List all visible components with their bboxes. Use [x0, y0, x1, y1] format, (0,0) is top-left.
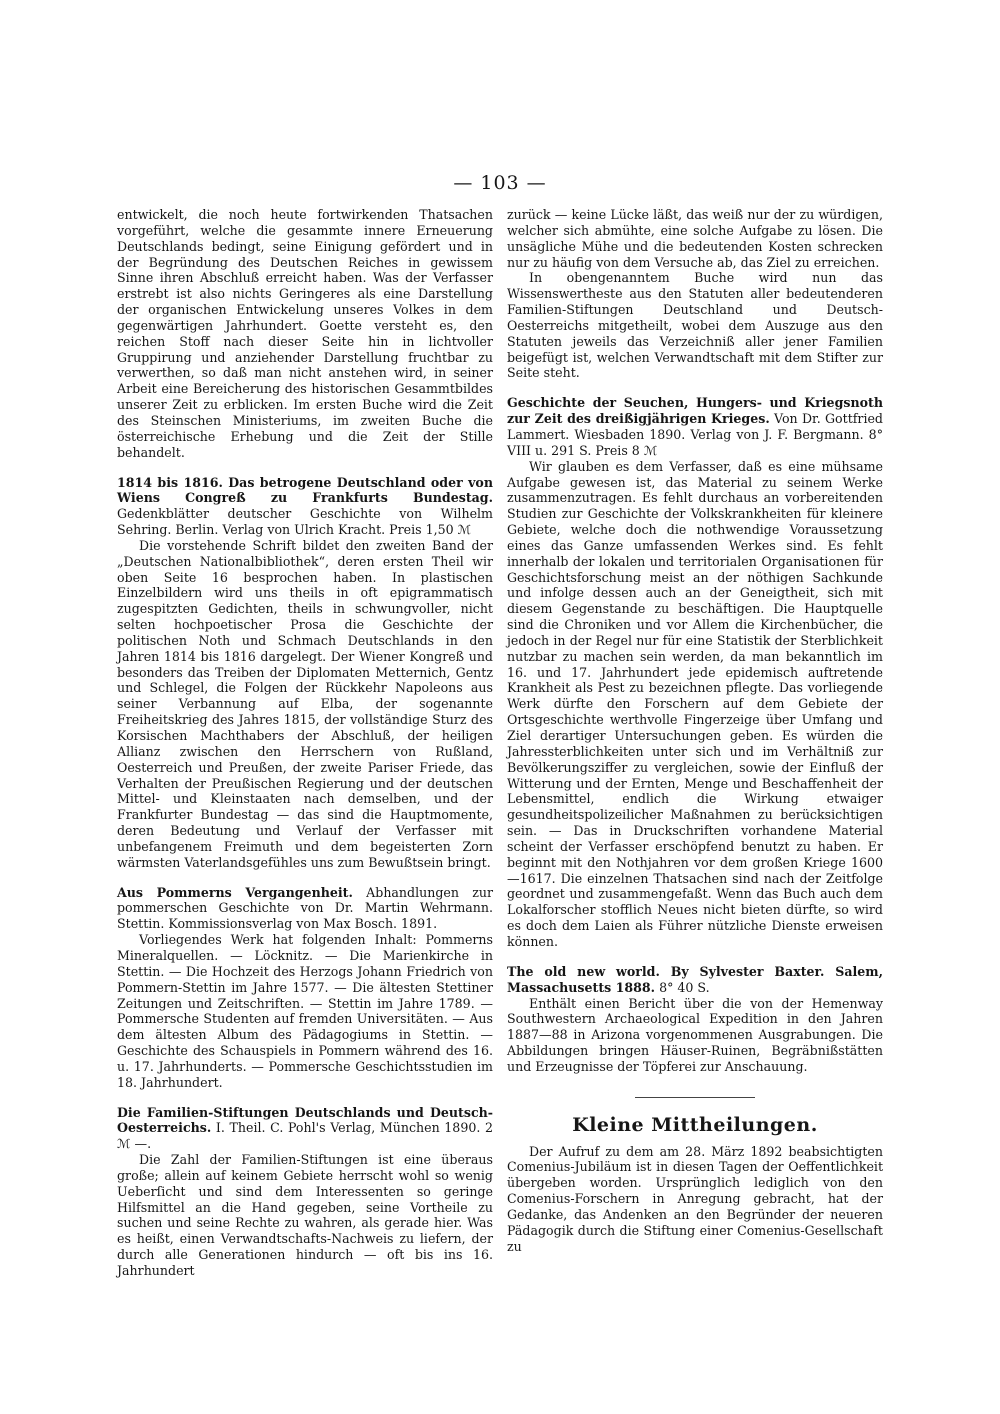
- left-column: [117, 207, 493, 1279]
- review-bibliography: Gedenkblätter deutscher Geschichte von Wilhelm Sehring. Berlin. Verlag von Ulrich Kracht. Preis 1,50 ℳ: [117, 506, 493, 538]
- right-column: [507, 207, 883, 1254]
- review-title: Die Familien-Stiftungen Deutschlands und Deutsch-Oesterreichs.: [117, 1104, 493, 1136]
- review-body: Die Zahl der Familien-Stiftungen ist eine überaus große; allein auf keinem Gebiete herrscht wohl so wenig Ueberſicht und sind dem Interessenten so geringe Hilfsmittel an die Hand gegeben, seine Vortheile zu suchen und seine Rechte zu wahren, als gerade hier. Was es heißt, einen Verwandtschafts-Nachweis zu liefern, der durch alle Generationen hindurch — oft bis ins 16. Jahrhundert: [117, 1152, 493, 1278]
- review-entry: [117, 885, 493, 1091]
- review-title: The old new world. By Sylvester Baxter. Salem, Massachusetts 1888.: [507, 963, 883, 995]
- continued-review-text: zurück — keine Lücke läßt, das weiß nur der zu würdigen, welcher sich abmühte, eine solche Aufgabe zu lösen. Die unsägliche Mühe und die bedeutenden Kosten schrecken nur zu häufig von dem Versuche ab, das Ziel zu erreichen.: [507, 207, 883, 270]
- review-entry-citation: [117, 885, 493, 933]
- review-entry: [117, 475, 493, 871]
- review-body: Enthält einen Bericht über die von der Hemenway Southwestern Archaeological Expedition in den Jahren 1887—88 in Arizona vorgenommenen Ausgrabungen. Die Abbildungen bringen Häuser-Ruinen, Begräbnißstätten und Erzeugnisse der Töpferei zur Anschauung.: [507, 995, 883, 1074]
- review-bibliography: 8° 40 S.: [659, 979, 710, 995]
- review-body: Wir glauben es dem Verfasser, daß es eine mühsame Aufgabe gewesen ist, das Material zu seinem Werke zusammenzutragen. Es fehlt durchaus an vorbereitenden Studien zur Geschichte der Volkskrankheiten für kleinere Gebiete, welche doch die nothwendige Voraussetzung eines das Ganze umfassenden Werkes sind. Es fehlt innerhalb der lokalen und territorialen Organisationen für Geschichtsforschung meist an der nöthigen Sachkunde und infolge dessen auch an der Geneigtheit, sich mit diesem Gegenstande zu beschäftigen. Die Hauptquelle sind die Chroniken und vor Allem die Kirchenbücher, die jedoch in der Regel nur für eine Statistik der Sterblichkeit nutzbar zu machen sein werden, da man bekanntlich im 16. und 17. Jahrhundert jede epidemisch auftretende Krankheit als Pest zu bezeichnen pflegte. Das vorliegende Werk dürfte den Forschern auf dem Gebiete der Ortsgeschichte werthvolle Fingerzeige über Umfang und Ziel derartiger Untersuchungen geben. Es würden die Jahressterblichkeiten unter sich und im Verhältniß zur Bevölkerungsziffer zu vergleichen, sowie der Einfluß der Witterung und der Ernten, Menge und Beschaffenheit der Lebensmittel, endlich die Wirkung etwaiger gesundheitspolizeilicher Maßnahmen zu berücksichtigen sein. — Das in Druckschriften vorhandene Material scheint der Verfasser erschöpfend benutzt zu haben. Er beginnt mit den Nothjahren vor dem großen Kriege 1600—1617. Die einzelnen Thatsachen sind nach der Zeitfolge geordnet und zusammengefaßt. Wenn das Buch auch dem Lokalforscher stofflich Neues nicht bieten dürfte, so wird es doch dem Laien als Führer nützliche Dienste erweisen können.: [507, 458, 883, 949]
- page-number: — 103 —: [453, 172, 547, 194]
- section-divider: [635, 1097, 755, 1098]
- review-body: Die vorstehende Schrift bildet den zweiten Band der „Deutschen Nationalbibliothek“, deren ersten Theil wir oben Seite 16 besprochen haben. In plastischen Einzelbildern wird uns theils in oft epigrammatisch zugespitzten Gedichten, theils in schwungvoller, nicht selten hochpoetischer Prosa die Geschichte der politischen Noth und Schmach Deutschlands in den Jahren 1814 bis 1816 dargelegt. Der Wiener Kongreß und besonders das Treiben der Diplomaten Metternich, Gentz und Schlegel, die Folgen der Rückkehr Napoleons aus seiner Verbannung auf Elba, der sogenannte Freiheitskrieg des Jahres 1815, der vollständige Sturz des Korsischen Machthabers der Abschluß, der heiligen Allianz zwischen den Herrschern von Rußland, Oesterreich und Preußen, der zweite Pariser Friede, das Verhalten der Preußischen Regierung und der deutschen Mittel- und Kleinstaaten nach demselben, und der Frankfurter Bundestag — das sind die Hauptmomente, deren Bedeutung und Verlauf der Verfasser mit unbefangenem Freimuth und dem begeisterten Zorn wärmsten Vaterlandsgefühles uns zum Bewußtsein bringt.: [117, 537, 493, 870]
- review-entry: [507, 964, 883, 1075]
- review-title: 1814 bis 1816. Das betrogene Deutschland oder von Wiens Congreß zu Frankfurts Bundestag.: [117, 474, 493, 506]
- review-entry-citation: [117, 1105, 493, 1153]
- review-bibliography: I. Theil. C. Pohl's Verlag, München 1890. 2 ℳ —.: [117, 1120, 493, 1152]
- section-heading: Kleine Mittheilungen.: [572, 1113, 818, 1136]
- continued-review-text: entwickelt, die noch heute fortwirkenden Thatsachen vorgeführt, welche die gesammte innere Erneuerung Deutschlands bedingt, seine Einigung gefördert und in der Begründung des Deutschen Reiches in gewissem Sinne ihren Abschluß erreicht haben. Was der Verfasser erstrebt ist also nichts Geringeres als eine Darstellung der organischen Entwickelung unseres Volkes in dem gegenwärtigen Jahrhundert. Goette versteht es, den reichen Stoff nach dieser Seite hin in lichtvoller Gruppirung und anziehender Darstellung fruchtbar zu verwerthen, so daß man nicht anstehen wird, in seiner Arbeit eine Bereicherung des historischen Gesammtbildes unserer Zeit zu erblicken. Im ersten Buche wird die Zeit des Steinschen Ministeriums, im zweiten Buche die österreichische Erhebung und die Zeit der Stille behandelt.: [117, 207, 493, 460]
- review-bibliography: Abhandlungen zur pommerschen Geschichte von Dr. Martin Wehrmann. Stettin. Kommissionsverlag von Max Bosch. 1891.: [117, 884, 493, 932]
- review-title: Geschichte der Seuchen, Hungers- und Kriegsnoth zur Zeit des dreißigjährigen Krieges.: [507, 395, 883, 427]
- section-body: Der Aufruf zu dem am 28. März 1892 beabsichtigten Comenius-Jubiläum ist in diesen Tagen der Oeffentlichkeit übergeben worden. Ursprünglich lediglich von den Comenius-Forschern in Anregung gebracht, hat der Gedanke, das Andenken an den Begründer der neueren Pädagogik durch die Stiftung einer Comenius-Gesellschaft zu: [507, 1143, 883, 1254]
- continued-review-text: In obengenanntem Buche wird nun das Wissenswertheste aus den Statuten aller bedeutenderen Familien-Stiftungen Deutschland und Deutsch-Oesterreichs mitgetheilt, wobei dem Auszuge aus den Statuten jeweils das Verzeichniß aller jener Familien beigefügt ist, welchen Verwandtschaft mit dem Stifter zur Seite steht.: [507, 270, 883, 381]
- review-entry: [507, 395, 883, 950]
- review-bibliography: Von Dr. Gottfried Lammert. Wiesbaden 1890. Verlag von J. F. Bergmann. 8° VIII u. 291 S. Preis 8 ℳ: [507, 411, 883, 458]
- review-title: Aus Pommerns Vergangenheit.: [117, 884, 353, 900]
- review-entry-citation: [117, 475, 493, 538]
- review-body: Vorliegendes Werk hat folgenden Inhalt: Pommerns Mineralquellen. — Löcknitz. — Die Marienkirche in Stettin. — Die Hochzeit des Herzogs Johann Friedrich von Pommern-Stettin im Jahre 1577. — Die ältesten Stettiner Zeitungen und Zeitschriften. — Stettin im Jahre 1789. — Pommersche Studenten auf fremden Universitäten. — Aus dem ältesten Album des Pädagogiums in Stettin. — Geschichte des Schauspiels in Pommern während des 16. u. 17. Jahrhunderts. — Pommersche Geschichtsstudien im 18. Jahrhundert.: [117, 932, 493, 1090]
- review-entry-citation: [507, 964, 883, 996]
- review-entry-citation: [507, 395, 883, 458]
- review-entry: [117, 1105, 493, 1279]
